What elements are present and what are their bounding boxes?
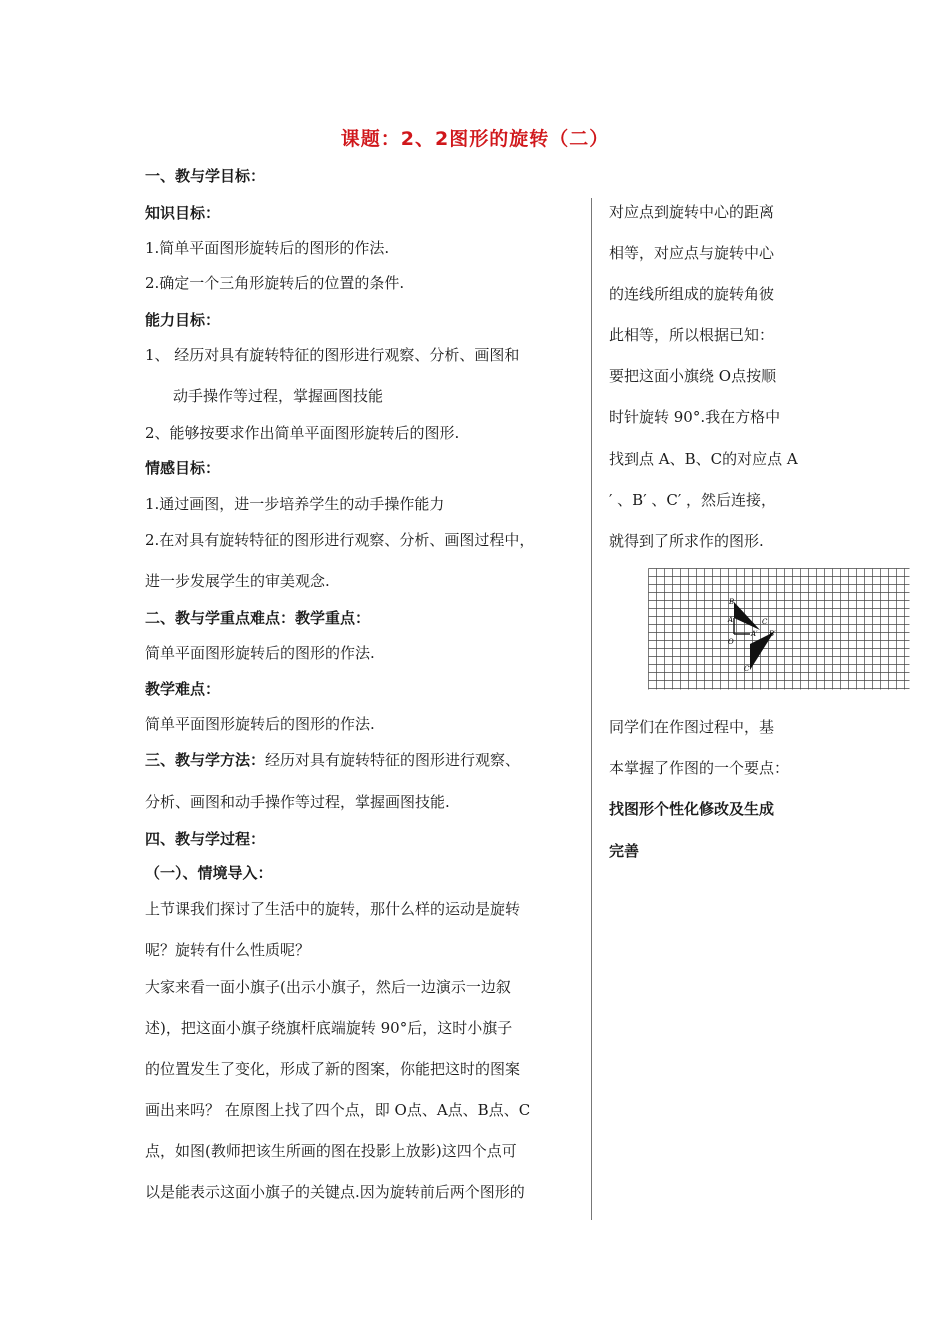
label-A: A	[728, 616, 734, 624]
label-A-prime: A′	[751, 630, 758, 638]
ability-goal-1-line-1: 1、 经历对具有旋转特征的图形进行观察、分析、画图和	[145, 346, 520, 364]
section-heading-process: 四、教与学过程：	[145, 830, 266, 848]
ability-goals-heading: 能力目标：	[145, 311, 221, 329]
right-text-line-2: 相等，对应点与旋转中心	[609, 244, 775, 262]
original-flag-triangle	[734, 602, 760, 630]
flag-paragraph-line-4: 画出来吗？ 在原图上找了四个点，即 O点、A点、B点、C	[145, 1101, 531, 1119]
flag-paragraph-line-3: 的位置发生了变化，形成了新的图案，你能把这时的图案	[145, 1060, 521, 1078]
intro-paragraph-line-2: 呢？旋转有什么性质呢？	[145, 941, 311, 959]
right-text-line-3: 的连线所组成的旋转角彼	[609, 285, 775, 303]
section-heading-goals: 一、教与学目标：	[145, 167, 266, 185]
right-text-line-6: 时针旋转 90°.我在方格中	[609, 408, 781, 426]
label-B-prime: B′	[769, 630, 776, 638]
right-summary-line-2: 本掌握了作图的一个要点：	[609, 759, 790, 777]
label-C: C	[762, 618, 768, 626]
right-text-line-5: 要把这面小旗绕 O点按顺	[609, 367, 777, 385]
right-text-line-4: 此相等，所以根据已知：	[609, 326, 775, 344]
difficult-point-heading: 教学难点：	[145, 680, 221, 698]
emotion-goal-1: 1.通过画图，进一步培养学生的动手操作能力	[145, 495, 445, 513]
section-heading-key-points: 二、教与学重点难点：教学重点：	[145, 609, 371, 627]
emotion-goal-2-line-2: 进一步发展学生的审美观念.	[145, 572, 330, 590]
right-bold-line-1: 找图形个性化修改及生成	[609, 800, 775, 818]
emotion-goal-2-line-1: 2.在对具有旋转特征的图形进行观察、分析、画图过程中，	[145, 531, 535, 549]
flag-paragraph-line-2: 述)，把这面小旗子绕旗杆底端旋转 90°后，这时小旗子	[145, 1019, 513, 1037]
label-B: B	[729, 598, 735, 606]
grid-svg	[648, 568, 910, 690]
difficult-point-text: 简单平面图形旋转后的图形的作法.	[145, 715, 375, 733]
rotation-grid-figure	[648, 568, 910, 690]
key-point-text: 简单平面图形旋转后的图形的作法.	[145, 644, 375, 662]
emotion-goals-heading: 情感目标：	[145, 459, 221, 477]
ability-goal-1-line-2: 动手操作等过程，掌握画图技能	[173, 387, 384, 405]
knowledge-goal-2: 2.确定一个三角形旋转后的位置的条件.	[145, 274, 405, 292]
label-C-prime: C′	[744, 665, 751, 673]
right-text-line-8: ′ 、B′ 、C′ ，然后连接，	[609, 491, 777, 509]
right-text-line-7: 找到点 A、B、C的对应点 A	[609, 450, 798, 468]
intro-paragraph-line-1: 上节课我们探讨了生活中的旋转，那什么样的运动是旋转	[145, 900, 521, 918]
right-summary-line-1: 同学们在作图过程中，基	[609, 718, 775, 736]
label-O: O	[728, 638, 734, 646]
flag-paragraph-line-6: 以是能表示这面小旗子的关键点.因为旋转前后两个图形的	[145, 1183, 525, 1201]
methods-text: 经历对具有旋转特征的图形进行观察、	[265, 751, 521, 769]
section-heading-methods	[145, 750, 520, 770]
column-divider	[591, 198, 592, 1220]
knowledge-goal-1: 1.简单平面图形旋转后的图形的作法.	[145, 239, 390, 257]
flag-paragraph-line-1: 大家来看一面小旗子(出示小旗子，然后一边演示一边叙	[145, 978, 511, 996]
right-text-line-9: 就得到了所求作的图形.	[609, 532, 764, 550]
methods-heading: 三、教与学方法：	[145, 751, 266, 769]
knowledge-goals-heading: 知识目标：	[145, 204, 221, 222]
flag-paragraph-line-5: 点，如图(教师把该生所画的图在投影上放影)这四个点可	[145, 1142, 517, 1160]
ability-goal-2: 2、能够按要求作出简单平面图形旋转后的图形.	[145, 424, 460, 442]
right-bold-line-2: 完善	[609, 842, 640, 860]
right-text-line-1: 对应点到旋转中心的距离	[609, 203, 775, 221]
subsection-situation-intro: （一）、情境导入：	[145, 864, 273, 882]
grid-lines	[649, 569, 910, 690]
page-title: 课题：2、2图形的旋转（二）	[340, 128, 610, 150]
methods-text-line-2: 分析、画图和动手操作等过程，掌握画图技能.	[145, 793, 450, 811]
